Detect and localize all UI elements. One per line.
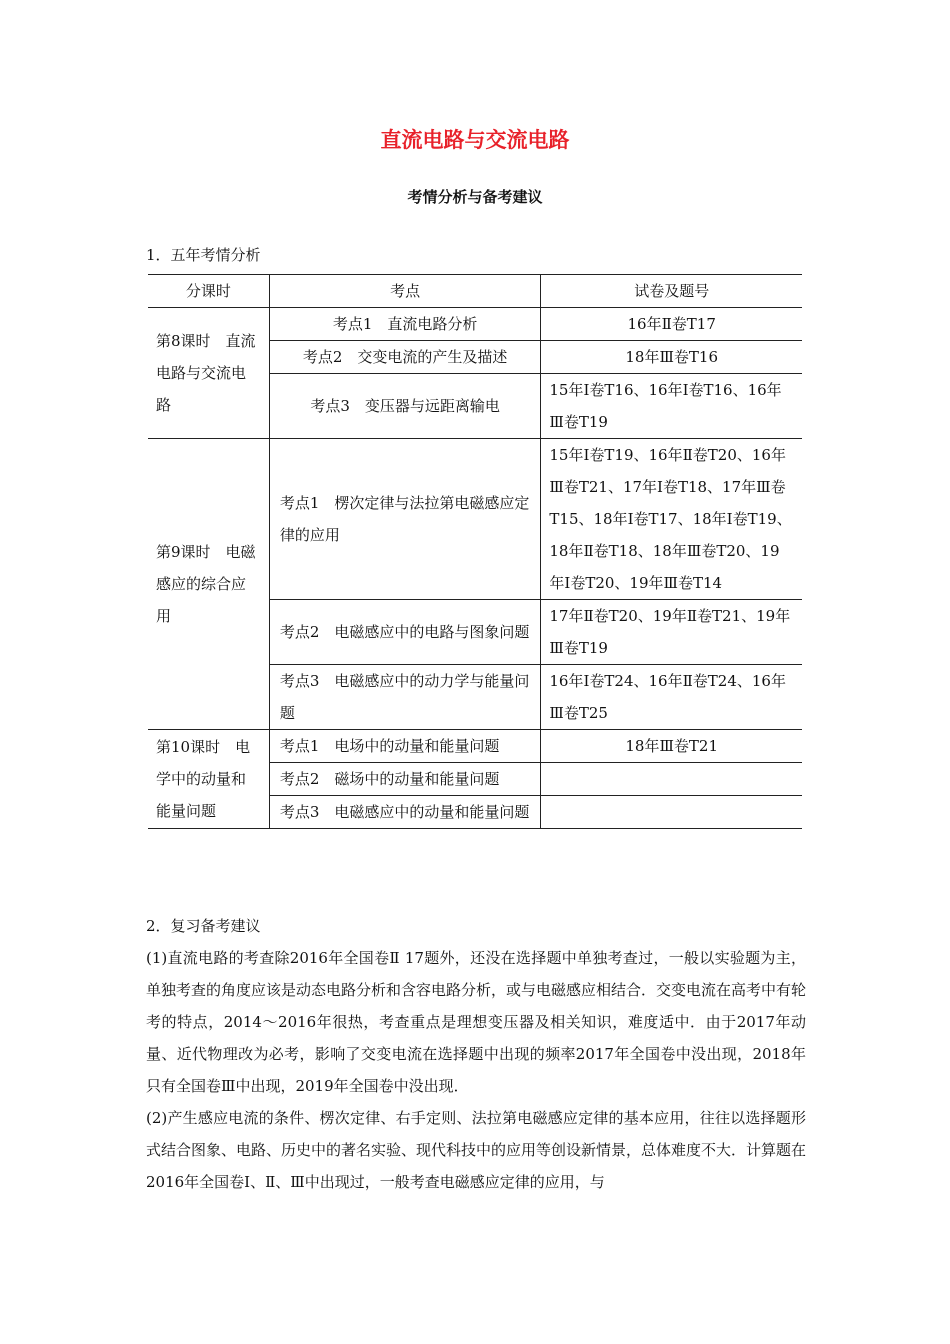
point-cell: 考点2 磁场中的动量和能量问题 <box>269 763 541 796</box>
lesson-cell: 第8课时 直流电路与交流电路 <box>148 308 269 439</box>
section-2 <box>146 910 806 1198</box>
papers-cell: 16年Ⅰ卷T24、16年Ⅱ卷T24、16年Ⅲ卷T25 <box>541 665 802 730</box>
papers-cell <box>541 763 802 796</box>
header-point: 考点 <box>269 275 541 308</box>
papers-cell <box>541 796 802 829</box>
table-row <box>148 439 802 600</box>
point-cell: 考点3 电磁感应中的动力学与能量问题 <box>269 665 541 730</box>
lesson-cell: 第10课时 电学中的动量和能量问题 <box>148 730 269 829</box>
document-title: 直流电路与交流电路 <box>380 127 570 152</box>
lesson-cell: 第9课时 电磁感应的综合应用 <box>148 439 269 730</box>
papers-cell: 17年Ⅱ卷T20、19年Ⅱ卷T21、19年Ⅲ卷T19 <box>541 600 802 665</box>
point-cell: 考点1 直流电路分析 <box>269 308 541 341</box>
papers-cell: 18年Ⅲ卷T21 <box>541 730 802 763</box>
point-cell: 考点2 电磁感应中的电路与图象问题 <box>269 600 541 665</box>
point-cell: 考点3 变压器与远距离输电 <box>269 374 541 439</box>
header-lesson: 分课时 <box>148 275 269 308</box>
document-subtitle: 考情分析与备考建议 <box>407 188 543 206</box>
point-cell: 考点1 电场中的动量和能量问题 <box>269 730 541 763</box>
table-header-row <box>148 275 802 308</box>
papers-cell: 15年Ⅰ卷T19、16年Ⅱ卷T20、16年Ⅲ卷T21、17年Ⅰ卷T18、17年Ⅲ卷T15、18年Ⅰ卷T17、18年Ⅰ卷T19、18年Ⅱ卷T18、18年Ⅲ卷T20、19年Ⅰ卷T20、19年Ⅲ卷T14 <box>541 439 802 600</box>
paragraph-2: (2)产生感应电流的条件、楞次定律、右手定则、法拉第电磁感应定律的基本应用，往往以选择题形式结合图象、电路、历史中的著名实验、现代科技中的应用等创设新情景，总体难度不大．计算题在2016年全国卷Ⅰ、Ⅱ、Ⅲ中出现过，一般考查电磁感应定律的应用，与 <box>146 1109 807 1191</box>
point-cell: 考点3 电磁感应中的动量和能量问题 <box>269 796 541 829</box>
section-1-heading: 1．五年考情分析 <box>146 246 261 264</box>
header-papers: 试卷及题号 <box>541 275 802 308</box>
point-cell: 考点2 交变电流的产生及描述 <box>269 341 541 374</box>
papers-cell: 18年Ⅲ卷T16 <box>541 341 802 374</box>
papers-cell: 15年Ⅰ卷T16、16年Ⅰ卷T16、16年Ⅲ卷T19 <box>541 374 802 439</box>
paragraph-1: (1)直流电路的考查除2016年全国卷Ⅱ 17题外，还没在选择题中单独考查过，一般以实验题为主，单独考查的角度应该是动态电路分析和含容电路分析，或与电磁感应相结合．交变电流在高考中有轮考的特点，2014～2016年很热，考查重点是理想变压器及相关知识，难度适中．由于2017年动量、近代物理改为必考，影响了交变电流在选择题中出现的频率2017年全国卷中没出现，2018年只有全国卷Ⅲ中出现，2019年全国卷中没出现． <box>146 949 807 1095</box>
section-2-heading: 2．复习备考建议 <box>146 917 261 935</box>
table-row <box>148 730 802 763</box>
exam-analysis-table <box>148 274 802 829</box>
papers-cell: 16年Ⅱ卷T17 <box>541 308 802 341</box>
point-cell: 考点1 楞次定律与法拉第电磁感应定律的应用 <box>269 439 541 600</box>
table-row <box>148 308 802 341</box>
